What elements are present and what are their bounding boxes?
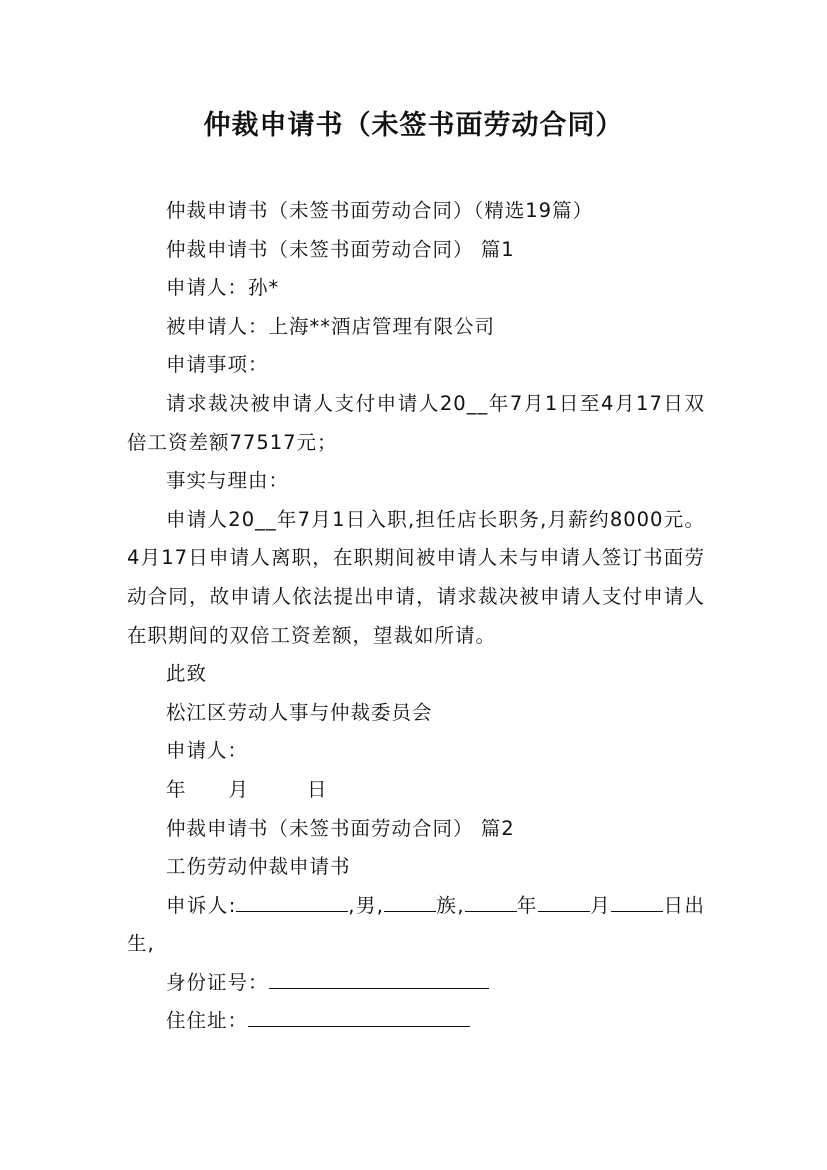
date-line [127,771,705,810]
matters-label: 申请事项： [166,353,269,377]
id-label: 身份证号： [166,970,269,994]
article1-heading: 仲裁申请书（未签书面劳动合同） 篇1 [166,237,515,261]
complainant-label: 申诉人: [166,893,237,917]
document-subtitle: 仲裁申请书（未签书面劳动合同）（精选19篇） [166,199,594,222]
name-blank [236,889,348,912]
birth-text: 日出生, [127,893,705,956]
respondent-line: 被申请人：上海**酒店管理有限公司 [166,314,496,338]
form-title: 工伤劳动仲裁申请书 [166,855,351,879]
id-number-blank [269,966,489,989]
month-label: 月 [589,893,612,917]
date-day: 日 [307,777,328,801]
id-number-line [127,964,705,1003]
matters-paragraph: 请求裁决被申请人支付申请人20__年7月1日至4月17日双倍工资差额77517元； [127,391,705,454]
gender-text: ,男, [348,893,385,917]
facts-paragraph: 申请人20__年7月1日入职,担任店长职务,月薪约8000元。4月17日申请人离职，在职期间被申请人未与申请人签订书面劳动合同，故申请人依法提出申请，请求裁决被申请人支付申请人在职期间的双倍工资差额，望裁如所请。 [127,507,705,647]
complainant-line [127,887,705,964]
date-month: 月 [228,777,250,801]
signature-label: 申请人： [166,739,249,763]
facts-label: 事实与理由： [166,469,290,493]
date-year: 年 [166,777,187,801]
ethnicity-label: 族, [436,893,465,917]
year-label: 年 [516,893,538,917]
ethnicity-blank [384,889,436,912]
article2-heading: 仲裁申请书（未签书面劳动合同） 篇2 [166,816,515,840]
birth-month-blank [538,889,590,912]
salutation: 此致 [166,662,208,686]
birth-day-blank [611,889,663,912]
document-body [127,192,705,1041]
address-blank [248,1004,470,1027]
address-line [127,1002,705,1041]
applicant-line: 申请人：孙* [166,276,280,300]
recipient: 松江区劳动人事与仲裁委员会 [166,700,433,724]
birth-year-blank [465,889,517,912]
address-label: 住住址： [166,1009,249,1033]
document-title: 仲裁申请书（未签书面劳动合同） [203,110,624,141]
